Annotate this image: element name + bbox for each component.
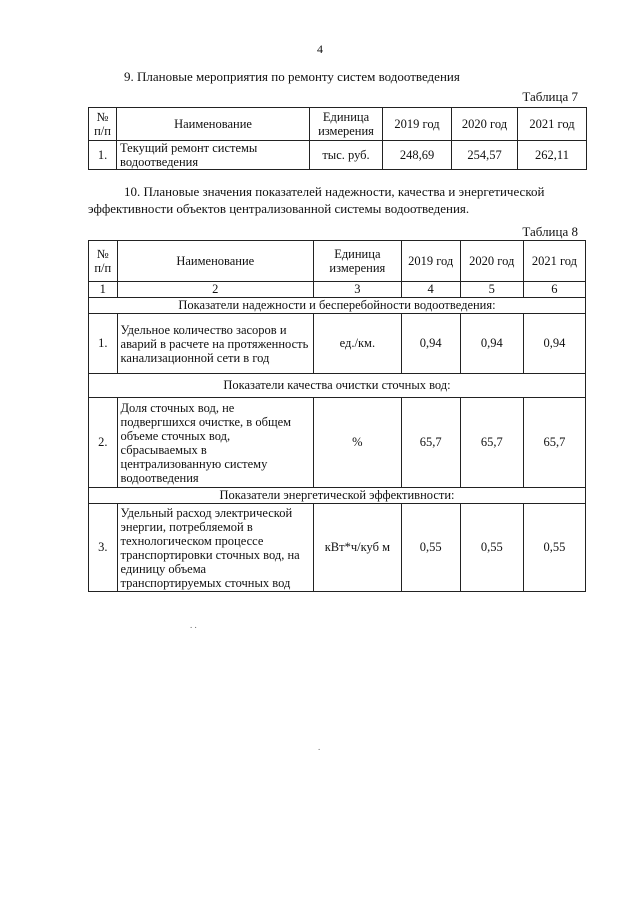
row-number: 2. (89, 398, 118, 488)
value-2021: 65,7 (523, 398, 585, 488)
column-number: 1 (89, 282, 118, 298)
table-8-caption: Таблица 8 (522, 224, 578, 239)
value-2021: 0,55 (523, 504, 585, 592)
header-2021: 2021 год (518, 108, 587, 141)
value-2019: 248,69 (383, 141, 452, 170)
scan-speck: . . (190, 620, 197, 630)
row-number: 3. (89, 504, 118, 592)
value-2020: 254,57 (452, 141, 518, 170)
value-2020: 65,7 (460, 398, 523, 488)
row-name: Удельный расход электрической энергии, потребляемой в технологическом процессе транспортировки сточных вод, на единицу объема транспортируемых сточных вод (117, 504, 314, 592)
header-name: Наименование (117, 241, 314, 282)
header-2019: 2019 год (383, 108, 452, 141)
header-2021: 2021 год (523, 241, 585, 282)
value-2019: 65,7 (401, 398, 460, 488)
value-2020: 0,55 (460, 504, 523, 592)
row-name: Текущий ремонт системы водоотведения (117, 141, 310, 170)
header-number: № п/п (89, 241, 118, 282)
column-number: 5 (460, 282, 523, 298)
column-number: 4 (401, 282, 460, 298)
table-7-header-row (89, 108, 587, 141)
value-2021: 262,11 (518, 141, 587, 170)
table-row (89, 141, 587, 170)
value-2019: 0,55 (401, 504, 460, 592)
header-number: № п/п (89, 108, 117, 141)
table-row (89, 398, 586, 488)
section-row (89, 488, 586, 504)
row-number: 1. (89, 141, 117, 170)
column-number-row (89, 282, 586, 298)
row-name: Удельное количество засоров и аварий в расчете на протяженность канализационной сети в год (117, 314, 314, 374)
value-2021: 0,94 (523, 314, 585, 374)
table-7-caption: Таблица 7 (522, 89, 578, 104)
column-number: 6 (523, 282, 585, 298)
section-10-heading-line2: эффективности объектов централизованной системы водоотведения. (88, 201, 470, 216)
section-title: Показатели качества очистки сточных вод: (89, 374, 586, 398)
header-unit: Единица измерения (314, 241, 402, 282)
header-2020: 2020 год (460, 241, 523, 282)
table-row (89, 314, 586, 374)
section-10-heading-line1: 10. Плановые значения показателей надежности, качества и энергетической (124, 184, 545, 199)
section-row (89, 298, 586, 314)
scan-speck: . (318, 742, 321, 752)
value-2020: 0,94 (460, 314, 523, 374)
section-title: Показатели энергетической эффективности: (89, 488, 586, 504)
table-8-header-row (89, 241, 586, 282)
header-2020: 2020 год (452, 108, 518, 141)
row-unit: тыс. руб. (310, 141, 383, 170)
header-unit: Единица измерения (310, 108, 383, 141)
value-2019: 0,94 (401, 314, 460, 374)
section-9-heading: 9. Плановые мероприятия по ремонту систем водоотведения (124, 69, 460, 84)
header-name: Наименование (117, 108, 310, 141)
table-8 (88, 240, 586, 592)
page-number: 4 (317, 42, 323, 56)
section-row (89, 374, 586, 398)
table-row (89, 504, 586, 592)
row-unit: кВт*ч/куб м (314, 504, 402, 592)
section-title: Показатели надежности и бесперебойности водоотведения: (89, 298, 586, 314)
row-number: 1. (89, 314, 118, 374)
column-number: 2 (117, 282, 314, 298)
row-unit: % (314, 398, 402, 488)
header-2019: 2019 год (401, 241, 460, 282)
row-unit: ед./км. (314, 314, 402, 374)
table-7 (88, 107, 587, 170)
row-name: Доля сточных вод, не подвергшихся очистке, в общем объеме сточных вод, сбрасываемых в централизованную систему водоотведения (117, 398, 314, 488)
column-number: 3 (314, 282, 402, 298)
